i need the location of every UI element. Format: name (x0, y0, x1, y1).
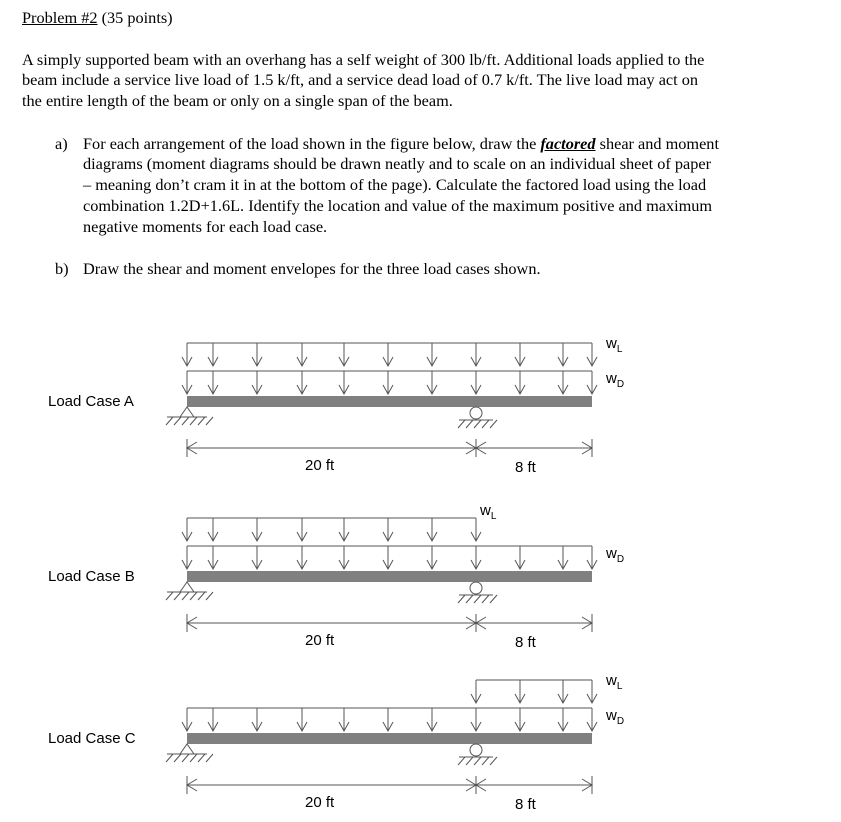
span-label: 8 ft (515, 459, 536, 476)
hatch (182, 417, 189, 425)
hatch (190, 417, 197, 425)
hatch (166, 592, 173, 600)
load-arrow (383, 343, 393, 366)
hatch (174, 754, 181, 762)
beam (187, 733, 592, 744)
hatch (466, 420, 473, 428)
load-arrow (252, 518, 262, 541)
load-arrow (297, 343, 307, 366)
hatch (474, 595, 481, 603)
load-arrow (208, 343, 218, 366)
load-arrow (339, 343, 349, 366)
hatch (490, 595, 497, 603)
hatch (174, 592, 181, 600)
load-arrow (471, 680, 481, 703)
hatch (490, 420, 497, 428)
load-arrow (471, 708, 481, 731)
hatch (182, 592, 189, 600)
hatch (166, 754, 173, 762)
pin-triangle (180, 582, 194, 592)
load-arrow (515, 371, 525, 394)
dead-load (182, 707, 624, 731)
part-b-marker: b) (55, 259, 69, 278)
load-case-label: Load Case A (48, 393, 134, 410)
span-label: 8 ft (515, 796, 536, 813)
load-arrow (182, 518, 192, 541)
load-arrow (383, 708, 393, 731)
dimension-line (187, 776, 592, 813)
problem-number: Problem #2 (22, 8, 98, 27)
hatch (482, 595, 489, 603)
load-arrow (587, 680, 597, 703)
dimension-line (187, 439, 592, 476)
load-arrow (252, 343, 262, 366)
dimension-line (187, 614, 592, 651)
part-a-text: shear and moment (595, 134, 719, 153)
roller-circle (470, 582, 482, 594)
load-arrow (587, 343, 597, 366)
roller-support (458, 744, 497, 765)
hatch (458, 595, 465, 603)
load-arrow (558, 680, 568, 703)
load-case-label: Load Case C (48, 730, 136, 747)
load-label: $w_L$ (606, 335, 623, 355)
load-arrow (427, 708, 437, 731)
live-load (182, 502, 497, 541)
load-case-b (48, 502, 624, 651)
dead-load (182, 370, 624, 394)
roller-support (458, 582, 497, 603)
intro-line: A simply supported beam with an overhang has a self weight of 300 lb/ft. Additional loads applied to the (22, 50, 705, 69)
load-arrow (297, 518, 307, 541)
load-arrow (515, 708, 525, 731)
load-arrow (208, 546, 218, 569)
load-label: $w_D$ (606, 707, 625, 727)
roller-support (458, 407, 497, 428)
load-arrow (339, 546, 349, 569)
load-arrow (427, 518, 437, 541)
load-arrow (558, 343, 568, 366)
part-a-line: negative moments for each load case. (83, 217, 328, 236)
part-a-text: For each arrangement of the load shown in the figure below, draw the (83, 134, 541, 153)
pin-triangle (180, 407, 194, 417)
hatch (482, 420, 489, 428)
span-label: 20 ft (305, 794, 335, 811)
hatch (198, 417, 205, 425)
load-arrow (427, 371, 437, 394)
hatch (206, 754, 213, 762)
hatch (190, 592, 197, 600)
load-arrow (339, 518, 349, 541)
intro-line: beam include a service live load of 1.5 k/ft, and a service dead load of 0.7 k/ft. The live load may act on (22, 70, 699, 89)
load-arrow (587, 708, 597, 731)
load-arrow (208, 518, 218, 541)
load-arrow (339, 371, 349, 394)
problem-points: (35 points) (97, 8, 173, 27)
load-label: $w_D$ (606, 545, 625, 565)
hatch (466, 595, 473, 603)
roller-circle (470, 744, 482, 756)
dead-load (182, 545, 624, 569)
pin-support (166, 407, 213, 425)
load-arrow (297, 546, 307, 569)
beam (187, 571, 592, 582)
hatch (206, 592, 213, 600)
load-arrow (471, 371, 481, 394)
load-arrow (471, 343, 481, 366)
part-b-text: Draw the shear and moment envelopes for the three load cases shown. (83, 259, 541, 278)
span-label: 20 ft (305, 457, 335, 474)
load-arrow (252, 546, 262, 569)
span-label: 8 ft (515, 634, 536, 651)
hatch (174, 417, 181, 425)
part-a-line: diagrams (moment diagrams should be drawn neatly and to scale on an individual sheet of paper (83, 154, 712, 173)
hatch (166, 417, 173, 425)
load-arrow (208, 708, 218, 731)
hatch (482, 757, 489, 765)
load-arrow (297, 371, 307, 394)
load-arrow (587, 371, 597, 394)
part-a-marker: a) (55, 134, 68, 153)
hatch (474, 420, 481, 428)
pin-support (166, 582, 213, 600)
live-load (471, 672, 623, 703)
load-arrow (383, 518, 393, 541)
load-case-a (48, 335, 624, 476)
load-arrow (182, 708, 192, 731)
load-label: $w_L$ (480, 502, 497, 522)
hatch (206, 417, 213, 425)
hatch (458, 420, 465, 428)
load-arrow (427, 546, 437, 569)
load-arrow (252, 708, 262, 731)
load-arrow (208, 371, 218, 394)
load-label: $w_L$ (606, 672, 623, 692)
hatch (458, 757, 465, 765)
load-arrow (339, 708, 349, 731)
load-arrow (515, 546, 525, 569)
load-arrow (587, 546, 597, 569)
hatch (198, 592, 205, 600)
hatch (190, 754, 197, 762)
load-arrow (383, 546, 393, 569)
span-label: 20 ft (305, 632, 335, 649)
load-arrow (558, 371, 568, 394)
load-arrow (182, 343, 192, 366)
hatch (198, 754, 205, 762)
load-arrow (297, 708, 307, 731)
load-arrow (182, 546, 192, 569)
load-label: $w_D$ (606, 370, 625, 390)
load-arrow (383, 371, 393, 394)
load-case-label: Load Case B (48, 568, 135, 585)
hatch (490, 757, 497, 765)
part-a-line: combination 1.2D+1.6L. Identify the location and value of the maximum positive and maximum (83, 196, 713, 215)
intro-line: the entire length of the beam or only on a single span of the beam. (22, 91, 453, 110)
load-arrow (182, 371, 192, 394)
load-arrow (252, 371, 262, 394)
roller-circle (470, 407, 482, 419)
hatch (474, 757, 481, 765)
load-arrow (427, 343, 437, 366)
hatch (182, 754, 189, 762)
load-arrow (558, 708, 568, 731)
beam (187, 396, 592, 407)
load-arrow (558, 546, 568, 569)
pin-support (166, 744, 213, 762)
load-arrow (471, 518, 481, 541)
pin-triangle (180, 744, 194, 754)
part-a-line: – meaning don’t cram it in at the bottom of the page). Calculate the factored load using the load (83, 175, 707, 194)
load-arrow (471, 546, 481, 569)
hatch (466, 757, 473, 765)
load-case-c (48, 672, 624, 813)
load-arrow (515, 680, 525, 703)
factored-emphasis: factored (540, 134, 596, 153)
live-load (182, 335, 623, 366)
load-arrow (515, 343, 525, 366)
